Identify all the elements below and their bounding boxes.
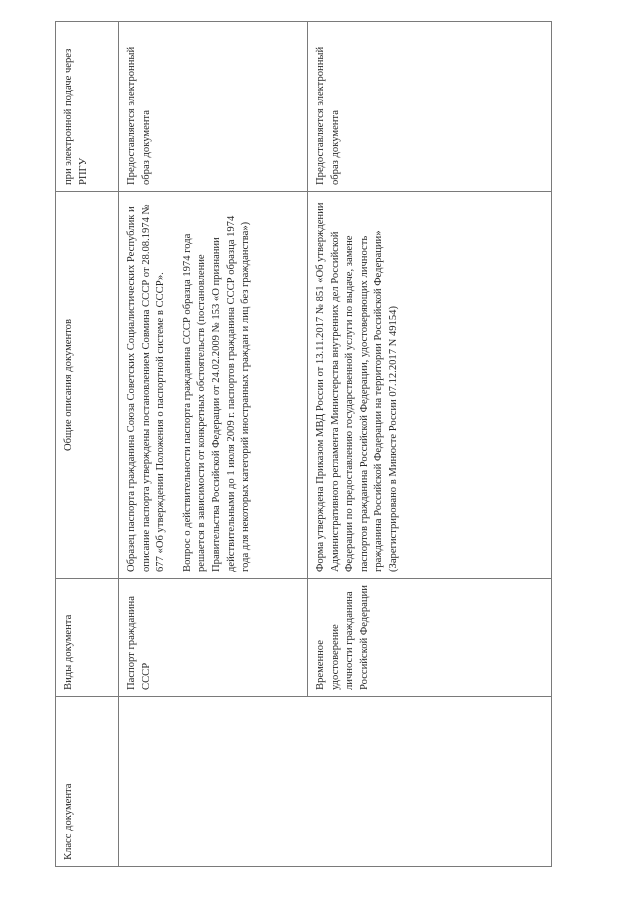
description-paragraph: Образец паспорта гражданина Союза Советских Социалистических Республик и описание паспорта утверждены постановлением Совмина СССР от 28.08.1974 № 677 «Об утверждении Положения о паспортной системе в СССР». [126,204,167,572]
kind-cell: Паспорт гражданина СССР [119,579,308,697]
kind-cell: Временное удостоверение личности гражданина Российской Федерации [308,579,552,697]
header-electronic: при электронной подаче через РПГУ [56,22,119,192]
description-cell [119,192,308,579]
header-description: Общие описания документов [56,192,119,579]
rotated-page [55,22,552,867]
electronic-cell: Предоставляется электронный образ документа [308,22,552,192]
header-kind: Виды документа [56,579,119,697]
header-row [56,22,119,867]
description-cell [308,192,552,579]
electronic-cell: Предоставляется электронный образ документа [119,22,308,192]
class-cell [119,697,552,867]
table-row [119,22,308,867]
description-paragraph: Форма утверждена Приказом МВД России от 13.11.2017 № 851 «Об утверждении Административного регламента Министерства внутренних дел Российской Федерации по предоставлению государственной услуги по выдаче, замене паспортов гражданина Российской Федерации, удостоверяющих личность гражданина Российской Федерации на территории Российской Федерации» (Зарегистрировано в Минюсте России 07.12.2017 N 49154) [315,202,399,572]
description-paragraph: Вопрос о действительности паспорта гражданина СССР образца 1974 года решается в зависимости от конкретных обстоятельств (постановление Правительства Российской Федерации от 24.02.2009 № 153 «О признании действительными до 1 июля 2009 г. паспортов гражданина СССР образца 1974 года для некоторых категорий иностранных граждан и лиц без гражданства») [181,215,252,572]
header-class: Класс документа [56,697,119,867]
documents-table [55,21,552,867]
